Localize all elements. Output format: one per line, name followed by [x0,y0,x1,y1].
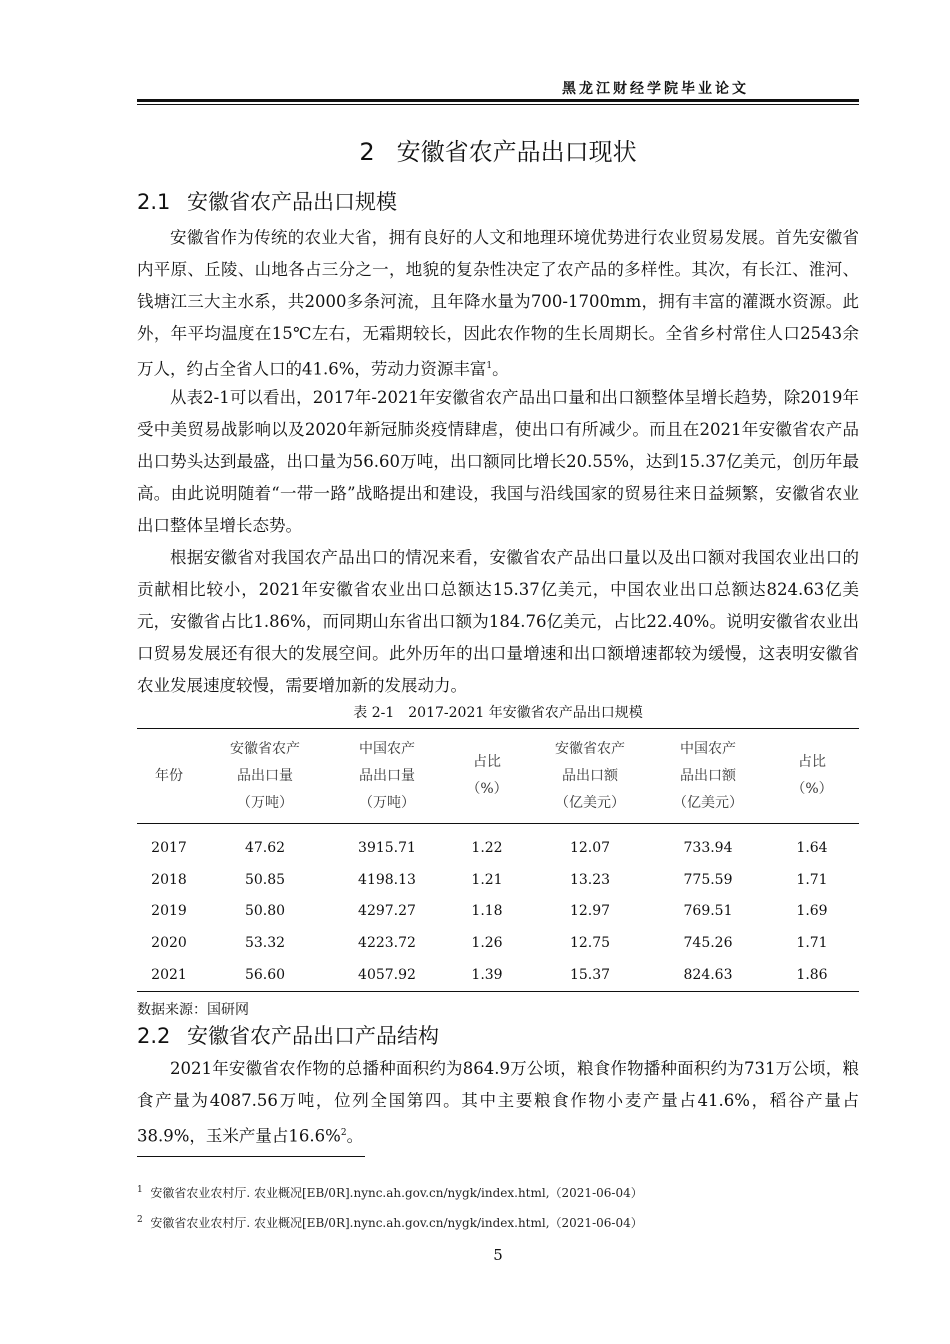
table-row [137,959,859,991]
cell: 4223.72 [358,935,416,952]
paragraph-4 [137,1053,859,1153]
cell: 769.51 [683,903,733,920]
cell: 1.18 [471,903,503,920]
cell: 4297.27 [358,903,416,920]
cell: 47.62 [244,839,286,856]
footnote-ref-1: 1 [486,361,493,371]
chapter-heading: 安徽省农产品出口现状 [396,138,637,166]
paragraph-2: 从表2-1可以看出，2017年-2021年安徽省农产品出口量和出口额整体呈增长趋势，除2019年受中美贸易战影响以及2020年新冠肺炎疫情肆虐，使出口有所减少。而且在2021年安徽省农产品出口势头达到最盛，出口量为56.60万吨，出口额同比增长20.55%，达到15.37亿美元，创历年最高。由此说明随着“一带一路”战略提出和建设，我国与沿线国家的贸易往来日益频繁，安徽省农业出口整体呈增长态势。 [137,388,859,535]
cell: 1.64 [796,839,828,856]
header-anhui-volume: 安徽省农产 品出口量 （万吨） [201,729,329,824]
footnote-text: 安徽省农业农村厅. 农业概况[EB/0R].nync.ah.gov.cn/nygk/index.html,（2021-06-04） [150,1216,643,1230]
running-header: 黑龙江财经学院毕业论文 [562,81,749,97]
header-anhui-value: 安徽省农产 品出口额 （亿美元） [529,729,651,824]
cell-year: 2019 [151,903,187,920]
footnote-2 [137,1214,643,1231]
section-title: 安徽省农产品出口规模 [187,190,397,214]
cell: 13.23 [569,871,611,888]
cell-year: 2020 [151,935,187,952]
table-row [137,927,859,959]
header-share-volume: 占比 （%） [445,729,529,824]
cell: 1.69 [796,903,828,920]
chapter-number: 2 [359,138,375,166]
cell-year: 2018 [151,871,187,888]
page-number: 5 [493,1246,503,1264]
cell: 1.22 [471,839,503,856]
footnote-ref-2: 2 [340,1128,347,1138]
cell: 3915.71 [358,839,416,856]
cell: 745.26 [683,935,733,952]
cell-year: 2021 [137,959,201,991]
cell: 1.26 [471,935,503,952]
cell: 12.07 [569,839,611,856]
header-rule-thin [137,104,859,105]
footnote-text: 安徽省农业农村厅. 农业概况[EB/0R].nync.ah.gov.cn/nygk/index.html,（2021-06-04） [150,1186,643,1200]
paragraph-4-end: 。 [346,1126,364,1146]
paragraph-1-end: 。 [492,359,509,379]
header-rule-thick [137,99,859,102]
cell: 56.60 [201,959,329,991]
section-heading-2-2 [137,1020,439,1050]
cell: 53.32 [244,935,286,952]
header-share-value: 占比 （%） [765,729,859,824]
section-number: 2.2 [137,1024,171,1048]
section-title: 安徽省农产品出口产品结构 [187,1024,439,1048]
cell: 50.85 [244,871,286,888]
section-heading-2-1 [137,186,397,216]
paragraph-4-text: 2021年安徽省农作物的总播种面积约为864.9万公顷，粮食作物播种面积约为731万公顷，粮食产量为4087.56万吨，位列全国第四。其中主要粮食作物小麦产量占41.6%，稻谷产量占38.9%，玉米产量占16.6% [137,1059,859,1146]
paragraph-3: 根据安徽省对我国农产品出口的情况来看，安徽省农产品出口量以及出口额对我国农业出口的贡献相比较小，2021年安徽省农业出口总额达15.37亿美元，中国农业出口总额达824.63亿美元，安徽省占比1.86%，而同期山东省出口额为184.76亿美元，占比22.40%。说明安徽省农业出口贸易发展还有很大的发展空间。此外历年的出口量增速和出口额增速都较为缓慢，这表明安徽省农业发展速度较慢，需要增加新的发展动力。 [137,548,859,695]
footnote-mark: 1 [137,1185,143,1195]
cell: 1.71 [796,871,828,888]
paragraph-1-text: 安徽省作为传统的农业大省，拥有良好的人文和地理环境优势进行农业贸易发展。首先安徽省内平原、丘陵、山地各占三分之一，地貌的复杂性决定了农产品的多样性。其次，有长江、淮河、钱塘江三大主水系，共2000多条河流，且年降水量为700-1700mm，拥有丰富的灌溉水资源。此外，年平均温度在15℃左右，无霜期较长，因此农作物的生长周期长。全省乡村常住人口2543余万人，约占全省人口的41.6%，劳动力资源丰富 [137,228,859,379]
export-scale-table [137,728,859,992]
paragraph-1 [137,222,859,386]
cell-year: 2017 [151,839,187,856]
header-year: 年份 [137,729,201,824]
header-china-value: 中国农产 品出口额 （亿美元） [651,729,765,824]
cell: 4198.13 [358,871,416,888]
table-caption: 表 2-1 2017-2021 年安徽省农产品出口规模 [353,705,643,721]
cell: 775.59 [683,871,733,888]
cell: 824.63 [651,959,765,991]
cell: 50.80 [244,903,286,920]
table-row [137,896,859,928]
section-number: 2.1 [137,190,171,214]
cell: 1.86 [765,959,859,991]
cell: 12.75 [569,935,611,952]
chapter-title [137,132,859,167]
cell: 4057.92 [329,959,445,991]
footnote-1 [137,1184,643,1201]
data-source: 数据来源：国研网 [137,1002,249,1018]
cell: 15.37 [529,959,651,991]
table-row [137,824,859,864]
table-row [137,864,859,896]
cell: 1.39 [445,959,529,991]
table-header-row [137,729,859,824]
footnote-separator [137,1156,365,1157]
cell: 1.71 [796,935,828,952]
cell: 12.97 [569,903,611,920]
cell: 1.21 [471,871,503,888]
cell: 733.94 [683,839,733,856]
footnote-mark: 2 [137,1215,143,1225]
header-china-volume: 中国农产 品出口量 （万吨） [329,729,445,824]
